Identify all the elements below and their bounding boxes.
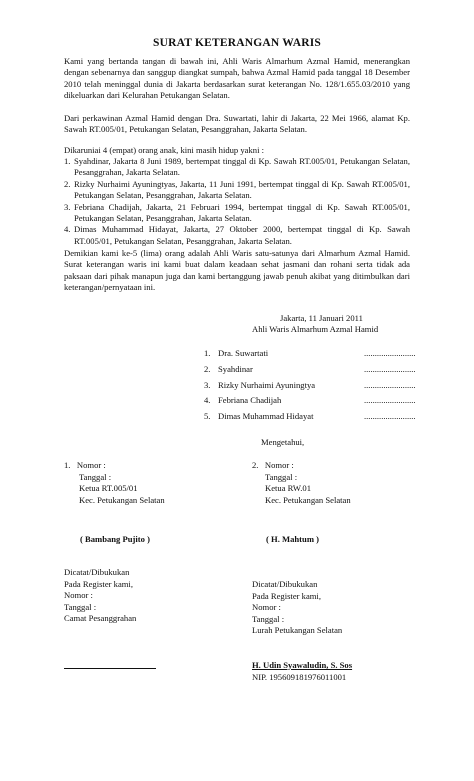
- area-label: Kec. Petukangan Selatan: [265, 494, 351, 505]
- lurah-signer-name: H. Udin Syawaludin, S. Sos: [252, 660, 353, 670]
- area-label: Kec. Petukangan Selatan: [79, 494, 165, 505]
- nomor-label: Nomor :: [264, 460, 294, 470]
- heir-name: Syahdinar: [218, 363, 253, 374]
- register-line2: Pada Register kami,: [252, 590, 321, 601]
- tanggal-label: Tanggal :: [265, 471, 298, 482]
- rw-signer-name: ( H. Mahtum ): [266, 534, 319, 544]
- list-item-number: 2.: [64, 178, 71, 189]
- nomor-label: Nomor :: [64, 590, 93, 601]
- list-item: [204, 378, 434, 394]
- heir-number: 4.: [204, 395, 211, 406]
- list-item: [204, 409, 434, 425]
- heir-name: Febriana Chadijah: [218, 395, 282, 406]
- list-item-number: 3.: [64, 201, 71, 212]
- rw-acknowledgement: [252, 460, 351, 506]
- heir-number: 3.: [204, 379, 211, 390]
- children-intro: Dikaruniai 4 (empat) orang anak, kini masih hidup yakni :: [64, 145, 264, 155]
- signature-dots: ........................: [364, 379, 416, 390]
- paragraph-marriage: Dari perkawinan Azmal Hamid dengan Dra. Suwartati, lahir di Jakarta, 22 Mei 1966, alamat Kp. Sawah RT.005/01, Petukangan Selatan, Pesanggrahan, Jakarta Selatan.: [64, 113, 410, 135]
- office-label: Lurah Petukangan Selatan: [252, 625, 343, 636]
- nomor-label: Nomor :: [76, 460, 106, 470]
- paragraph-declaration: Kami yang bertanda tangan di bawah ini, Ahli Waris Almarhum Azmal Hamid, menerangkan dengan sebenarnya dan sanggup diangkat sumpah, bahwa Azmal Hamid pada tanggal 18 Desember 2010 telah meninggal dunia di Jakarta berdasarkan surat keterangan No. 128/1.655.03/2010 yang dikeluarkan dari Kelurahan Petukangan Selatan.: [64, 56, 410, 101]
- signature-dots: ........................: [364, 363, 416, 374]
- block-number: 2.: [252, 460, 259, 470]
- heir-name: Rizky Nurhaimi Ayuningtya: [218, 379, 316, 390]
- rt-acknowledgement: [64, 460, 165, 506]
- block-number: 1.: [64, 460, 71, 470]
- heir-title: Ahli Waris Almarhum Azmal Hamid: [252, 324, 379, 334]
- tanggal-label: Tanggal :: [79, 471, 112, 482]
- paragraph-closing: Demikian kami ke-5 (lima) orang adalah Ahli Waris satu-satunya dari Almarhum Azmal Hamid. Surat keterangan waris ini kami buat dalam keadaan sehat jasmani dan rohani serta tidak ada paksaan dari pihak manapun juga dan kami bertanggung jawab penuh akibat yang ditimbulkan dari keterangan/pernyataan ini.: [64, 248, 410, 293]
- list-item: [64, 224, 410, 247]
- office-label: Ketua RT.005/01: [79, 483, 138, 494]
- list-item-text: Febriana Chadijah, Jakarta, 21 Februari 1994, bertempat tinggal di Kp. Sawah RT.005/01, Petukangan Selatan, Pesanggrahan, Jakarta Selatan.: [74, 201, 410, 224]
- list-item: [64, 202, 410, 225]
- lurah-register: [252, 579, 342, 637]
- list-item-text: Syahdinar, Jakarta 8 Juni 1989, bertempat tinggal di Kp. Sawah RT.005/01, Petukangan Selatan, Pesanggrahan, Jakarta Selatan.: [74, 156, 410, 178]
- list-item-text: Rizky Nurhaimi Ayuningtyas, Jakarta, 11 Juni 1991, bertempat tinggal di Kp. Sawah RT.005/01, Petukangan Selatan, Pesanggrahan, Jakarta Selatan.: [74, 178, 410, 201]
- list-item-number: 1.: [64, 156, 71, 166]
- nomor-label: Nomor :: [252, 602, 281, 613]
- acknowledged-label: Mengetahui,: [261, 437, 305, 447]
- signature-dots: ........................: [364, 411, 416, 422]
- heir-number: 1.: [204, 348, 211, 358]
- lurah-nip: NIP. 195609181976011001: [252, 672, 347, 682]
- heir-name: Dimas Muhammad Hidayat: [218, 411, 314, 422]
- list-item: [204, 362, 434, 378]
- list-item: [204, 393, 434, 409]
- list-item: [64, 156, 410, 179]
- tanggal-label: Tanggal :: [64, 601, 97, 612]
- camat-signature-line: [64, 668, 156, 669]
- tanggal-label: Tanggal :: [252, 613, 285, 624]
- register-line2: Pada Register kami,: [64, 578, 133, 589]
- list-item: [64, 179, 410, 202]
- list-item: [204, 346, 434, 362]
- register-line1: Dicatat/Dibukukan: [252, 579, 318, 589]
- heirs-list: [204, 346, 434, 425]
- register-line1: Dicatat/Dibukukan: [64, 567, 130, 577]
- camat-register: [64, 567, 136, 625]
- office-label: Ketua RW.01: [265, 483, 311, 494]
- signature-dots: ........................: [364, 395, 416, 406]
- list-item-text: Dimas Muhammad Hidayat, Jakarta, 27 Oktober 2000, bertempat tinggal di Kp. Sawah RT.005/01, Petukangan Selatan, Pesanggrahan, Jakarta Selatan.: [74, 224, 410, 246]
- office-label: Camat Pesanggrahan: [64, 613, 137, 624]
- heir-number: 2.: [204, 363, 211, 374]
- list-item-number: 4.: [64, 224, 71, 235]
- rt-signer-name: ( Bambang Pujito ): [80, 534, 150, 544]
- heir-number: 5.: [204, 411, 211, 422]
- signature-dots: ........................: [364, 348, 416, 358]
- document-title: SURAT KETERANGAN WARIS: [153, 37, 321, 49]
- children-list: [64, 156, 410, 247]
- heir-name: Dra. Suwartati: [218, 348, 269, 358]
- place-date: Jakarta, 11 Januari 2011: [280, 313, 363, 323]
